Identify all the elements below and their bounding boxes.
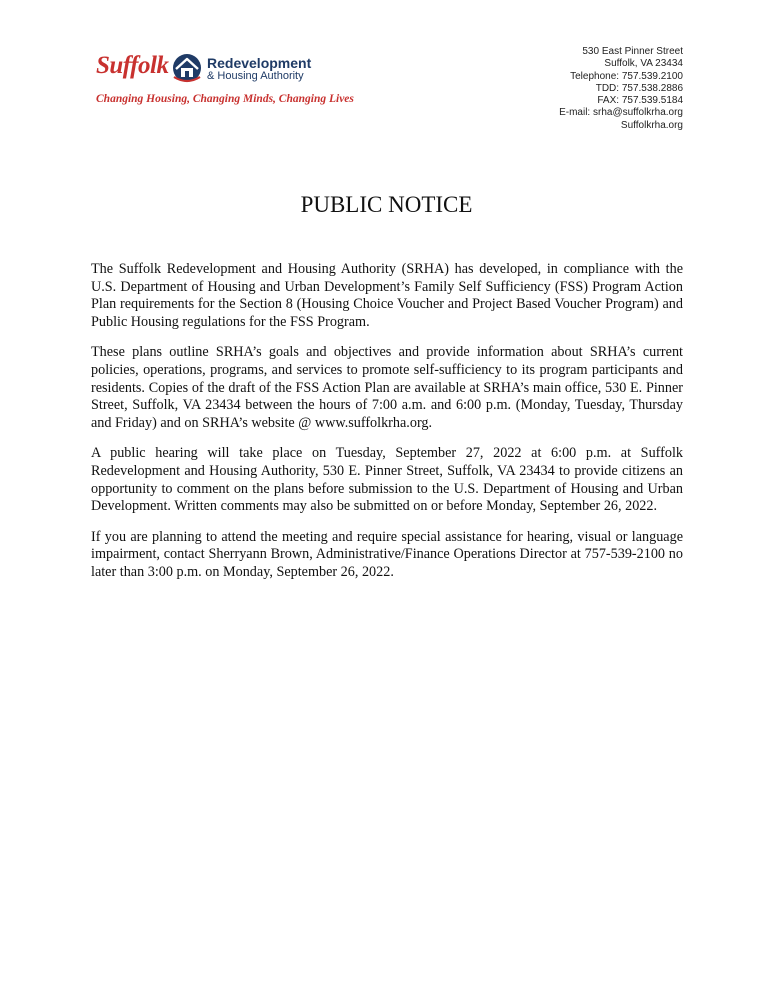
body-paragraph: If you are planning to attend the meeting and require special assistance for hearing, visual or language impairment, contact Sherryann Brown, Administrative/Finance Operations Director at 757-539-2100 no later than 3:00 p.m. on Monday, September 26, 2022. <box>91 528 683 581</box>
body-paragraph: A public hearing will take place on Tuesday, September 27, 2022 at 6:00 p.m. at Suffolk Redevelopment and Housing Authority, 530 E. Pinner Street, Suffolk, VA 23434 to provide citizens an opportunity to comment on the plans before submission to the U.S. Department of Housing and Urban Development. Written comments may also be submitted on or before Monday, September 26, 2022. <box>91 445 683 515</box>
body-paragraph: The Suffolk Redevelopment and Housing Authority (SRHA) has developed, in compliance with the U.S. Department of Housing and Urban Development’s Family Self Sufficiency (FSS) Program Action Plan requirements for the Section 8 (Housing Choice Voucher and Project Based Voucher Program) and Public Housing regulations for the FSS Program. <box>91 261 683 331</box>
document-title: PUBLIC NOTICE <box>300 192 473 217</box>
address-street: 530 East Pinner Street <box>582 46 683 57</box>
logo-tagline: Changing Housing, Changing Minds, Changing Lives <box>96 93 354 105</box>
address-telephone: Telephone: 757.539.2100 <box>570 70 683 82</box>
house-icon <box>170 51 204 83</box>
logo-org-name-line2: & Housing Authority <box>207 70 304 82</box>
address-tdd: TDD: 757.538.2886 <box>595 82 683 94</box>
address-website: Suffolkrha.org <box>620 119 683 131</box>
contact-address-block <box>559 46 683 132</box>
address-fax: FAX: 757.539.5184 <box>597 95 683 107</box>
address-city: Suffolk, VA 23434 <box>604 58 683 70</box>
body-paragraph: These plans outline SRHA’s goals and objectives and provide information about SRHA’s current policies, operations, programs, and services to promote self-sufficiency to its program participants and residents. Copies of the draft of the FSS Action Plan are available at SRHA’s main office, 530 E. Pinner Street, Suffolk, VA 23434 between the hours of 7:00 a.m. and 6:00 p.m. (Monday, Tuesday, Thursday and Friday) and on SRHA’s website @ www.suffolkrha.org. <box>91 344 683 432</box>
logo-org-name-line1: Redevelopment <box>207 55 312 71</box>
document-body <box>91 261 683 594</box>
organization-logo <box>94 46 354 110</box>
logo-wordmark: Suffolk <box>96 52 169 79</box>
address-email: E-mail: srha@suffolkrha.org <box>559 107 683 119</box>
